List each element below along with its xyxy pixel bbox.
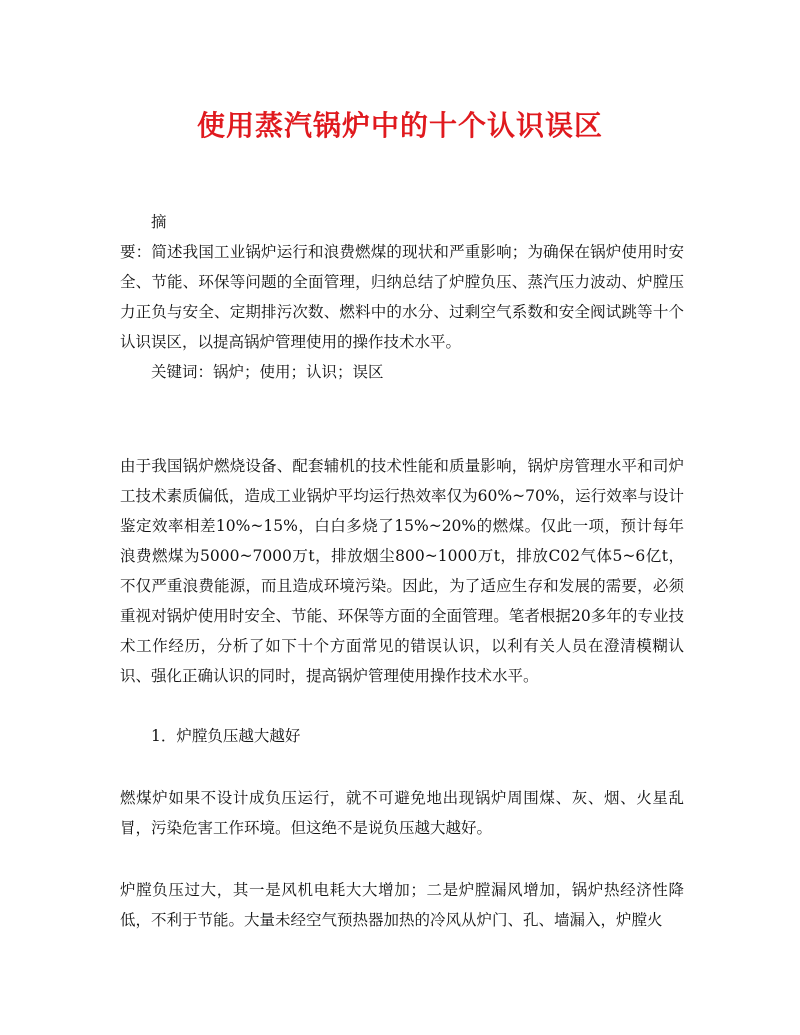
intro-paragraph: 由于我国锅炉燃烧设备、配套辅机的技术性能和质量影响，锅炉房管理水平和司炉工技术素质偏低，造成工业锅炉平均运行热效率仅为60%~70%，运行效率与设计鉴定效率相差10%~15%，白白多烧了15%~20%的燃煤。仅此一项，预计每年浪费燃煤为5000~7000万t，排放烟尘800~1000万t，排放C02气体5~6亿t，不仅严重浪费能源，而且造成环境污染。因此，为了适应生存和发展的需要，必须重视对锅炉使用时安全、节能、环保等方面的全面管理。笔者根据20多年的专业技术工作经历，分析了如下十个方面常见的错误认识，以利有关人员在澄清模糊认识、强化正确认识的同时，提高锅炉管理使用操作技术水平。 xyxy=(120,457,684,685)
section-1-heading: 1．炉膛负压越大越好 xyxy=(151,727,301,745)
document-title: 使用蒸汽锅炉中的十个认识误区 xyxy=(196,109,603,142)
abstract-label xyxy=(120,207,684,237)
abstract-paragraph: 要：简述我国工业锅炉运行和浪费燃煤的现状和严重影响；为确保在锅炉使用时安全、节能、环保等问题的全面管理，归纳总结了炉膛负压、蒸汽压力波动、炉膛压力正负与安全、定期排污次数、燃料中的水分、过剩空气系数和安全阀试跳等十个认识误区，以提高锅炉管理使用的操作技术水平。 xyxy=(120,243,684,351)
abstract-label-text: 摘 xyxy=(151,213,167,231)
section-1-paragraph-2: 炉膛负压过大，其一是风机电耗大大增加；二是炉膛漏风增加，锅炉热经济性降低，不利于节能。大量未经空气预热器加热的冷风从炉门、孔、墙漏入，炉膛火 xyxy=(120,881,684,929)
keywords-line: 关键词：锅炉；使用；认识；误区 xyxy=(151,363,384,381)
section-1-paragraph-1: 燃煤炉如果不设计成负压运行，就不可避免地出现锅炉周围煤、灰、烟、火星乱冒，污染危害工作环境。但这绝不是说负压越大越好。 xyxy=(120,789,684,837)
